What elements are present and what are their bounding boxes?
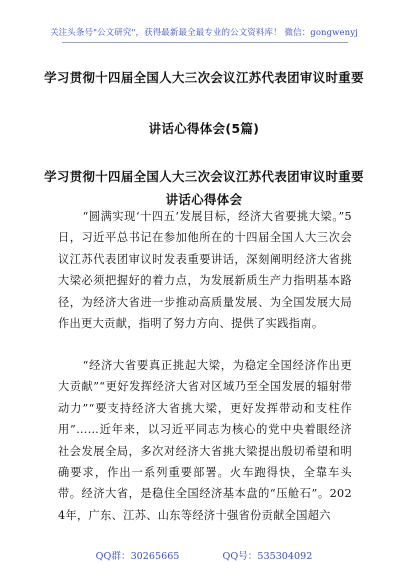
footer-qq-number: QQ号：535304092 [222,551,313,562]
body-paragraph-2: “经济大省要真正挑起大梁，为稳定全国经济作出更大贡献”“更好发挥经济大省对区域乃至全国发展的辐射带动力”“要支持经济大省挑大梁，更好发挥带动和支柱作用”……近年来，以习近平同志为核心的党中央着眼经济社会发展全局，多次对经济大省挑大梁提出殷切希望和明确要求，作出一系列重要部署。火车跑得快，全靠车头带。经济大省，是稳住全国经济基本盘的“压舱石”。2024年，广东、江苏、山东等经济十强省份贡献全国超六 [58,359,352,522]
header-divider [62,42,348,43]
footer-contact [0,548,408,562]
header-banner: 关注头条号"公文研究"，获得最新最全最专业的公文资料库！ 微信：gongwenyj [50,28,358,38]
cover-title-line-2: 讲话心得体会(5篇) [148,121,260,136]
footer-qq-group: QQ群：30265665 [95,551,180,562]
cover-title-line-1: 学习贯彻十四届全国人大三次会议江苏代表团审议时重要 [44,70,364,85]
article-title-line-1: 学习贯彻十四届全国人大三次会议江苏代表团审议时重要 [44,169,364,184]
body-paragraph-1: “圆满实现‘十四五’发展目标，经济大省要挑大梁。”5日，习近平总书记在参加他所在的十四届全国人大三次会议江苏代表团审议时发表重要讲话，深刻阐明经济大省挑大梁必须把握好的着力点，为发展新质生产力指明基本路径，为经济大省进一步推动高质量发展、为全国发展大局作出更大贡献，指明了努力方向、提供了实践指南。 [58,210,352,331]
article-title-line-2: 讲话心得体会 [165,192,243,207]
